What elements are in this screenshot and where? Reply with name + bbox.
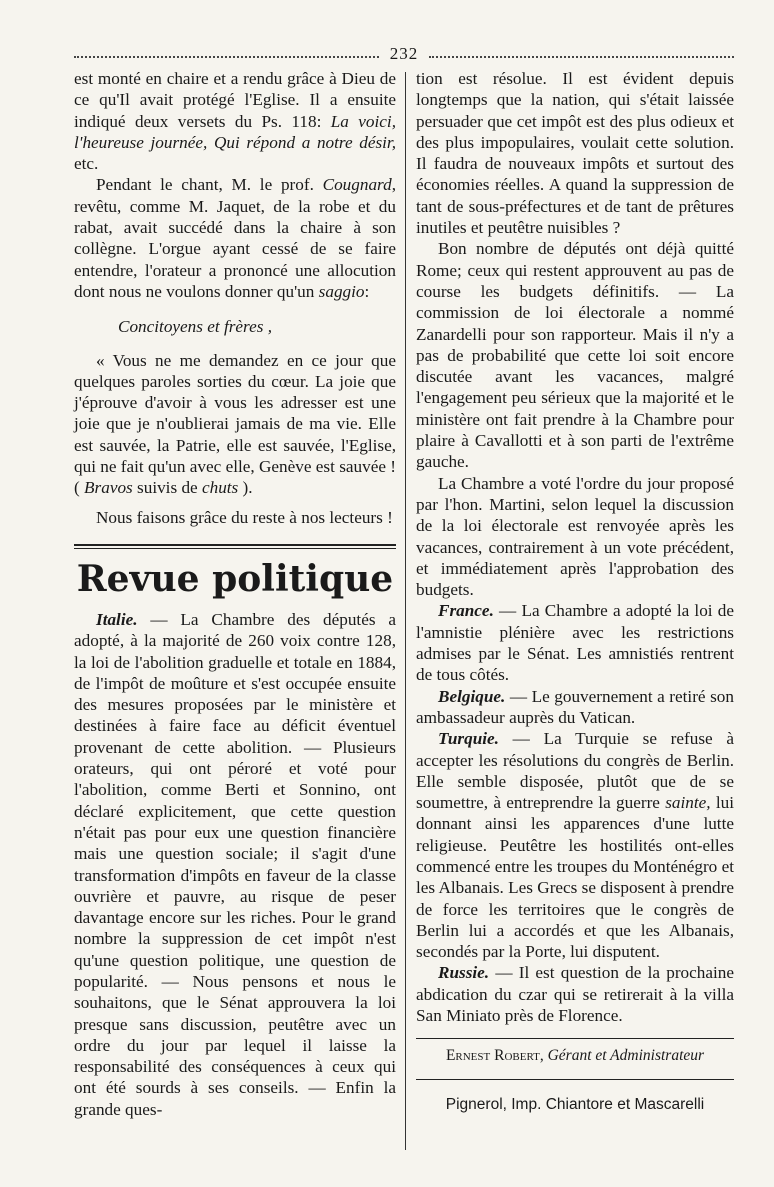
text: — La Chambre a adopté la loi de l'amnistie plénière avec les restrictions admises par le Sénat. Les amnistiés rentrent de tous côtés. xyxy=(416,601,734,685)
page-header xyxy=(74,44,734,64)
country-russie: Russie. xyxy=(438,963,490,983)
paragraph-speech xyxy=(74,350,396,499)
text: Pendant le chant, M. le prof. xyxy=(96,175,323,195)
salutation: Concitoyens et frères , xyxy=(118,317,273,337)
paragraph-italie xyxy=(74,609,396,1120)
paragraph-belgique xyxy=(416,686,734,729)
section-rule xyxy=(74,544,396,546)
paragraph-russie xyxy=(416,962,734,1026)
footer-rule xyxy=(416,1038,734,1039)
paragraph-deputes: Bon nombre de députés ont déjà quitté Rome; ceux qui restent approuvent au pas de course les budgets définitifs. — La commission de loi électorale a nommé Zanardelli pour son rapporteur. Mais il n'y a pas de probabilité que cette loi soit encore discutée avant les vacances, malgré l'engagement peu sérieux que la majorité et le ministère ont fait prendre à la Chambre pour plaire à Cavallotti et à son parti de l'extrême gauche. xyxy=(416,239,734,472)
text: — La Chambre des députés a adopté, à la majorité de 260 voix contre 128, la loi de l'abolition graduelle et totale en 1884, de l'impôt de moûture et s'est occupée ensuite des mesures proposées par le ministère et destinées à faire face au déficit éventuel provenant de cette abolition. — Plusieurs orateurs, qui ont péroré et voté pour l'abolition, comme Berti et Sonnino, ont déclaré explicitement, que cette question n'était pas pour eux une question financière mais une question sociale; il s'agit d'une transformation d'impôts en faveur de la classe ouvrière et pauvre, au risque de peser davantage encore sur les riches. Pour le grand nombre la suppression de cet impôt n'est qu'une question politique, une question de popularité. — Nous pensons et nous le souhaitons, que le Sénat approuvera la loi presque sans discussion, peutêtre avec un ordre du jour par lequel il laisse la responsabilité des conséquences à ceux qui ont été sourds à ses conseils. — Enfin la grande ques- xyxy=(74,609,396,1119)
word-chuts: chuts xyxy=(201,478,239,498)
paragraph-continuation: tion est résolue. Il est évident depuis longtemps que la nation, qui s'était laissée persuader que cet impôt est des plus odieux et des plus impopulaires, voulait cette solution. Il faudra de nouveaux impôts et surtout des économies réelles. A quand la suppression de tant de sous-préfectures et de tant de prêtures inutiles et peutêtre nuisibles ? xyxy=(416,69,734,238)
text: ). xyxy=(238,478,253,498)
section-title: Revue politique xyxy=(76,557,394,600)
paragraph-sermon xyxy=(74,68,396,174)
column-divider xyxy=(405,72,406,1150)
text: , revêtu, comme M. Jaquet, de la robe et du rabat, avait succédé dans la chaire à son collègne. L'orgue ayant cessé de se faire entendre, l'orateur a prononcé une allocution dont nous ne voulons donner qu'un xyxy=(74,175,396,301)
word-bravos: Bravos xyxy=(84,478,133,498)
text: lui donnant ainsi les apparences d'une lutte religieuse. Peutêtre les hostilités ont-elles commencé entre les troupes du Monténégro et les Albanais. Les Grecs se disposent à prendre de force les territoires que le congrès de Berlin lui a accordés et que les Albanais, secondés par la Porte, lui disputent. xyxy=(416,793,734,962)
paragraph-france xyxy=(416,600,734,685)
paragraph-turquie xyxy=(416,728,734,962)
name-cougnard: Cougnard xyxy=(322,175,392,195)
paragraph-chambre: La Chambre a voté l'ordre du jour proposé par l'hon. Martini, selon lequel la discussion de la loi électorale est renvoyée après les vacances, contrairement à un vote précédent, et immédiatement après l'approbation des budgets. xyxy=(416,473,734,600)
country-france: France. xyxy=(438,601,494,621)
header-rule-right xyxy=(429,56,734,58)
text: — La Turquie se refuse à accepter les résolutions du congrès de Berlin. Elle semble disposée, plutôt que de se soumettre, à entreprendre la guerre xyxy=(416,729,734,813)
text: etc. xyxy=(74,154,99,174)
text: suivis de xyxy=(132,478,202,498)
paragraph-chant xyxy=(74,174,396,302)
text: — Il est question de la prochaine abdication du czar qui se retirerait à la villa San Miniato près de Florence. xyxy=(416,963,734,1026)
text: « Vous ne me demandez en ce jour que quelques paroles sorties du cœur. La joie que j'éprouve d'avoir à vous les adresser est une joie que je n'oublierai jamais de ma vie. Elle est sauvée, la Patrie, elle est sauvée, l'Eglise, qui ne fait qu'un avec elle, Genève est sauvée ! ( xyxy=(74,350,396,498)
right-column xyxy=(416,68,734,1116)
country-turquie: Turquie. xyxy=(438,729,499,749)
word-sainte: sainte, xyxy=(665,793,711,813)
text: — Le gouvernement a retiré son ambassadeur auprès du Vatican. xyxy=(416,686,734,727)
credit-line xyxy=(416,1045,734,1067)
text: est monté en chaire et a rendu grâce à Dieu de ce qu'Il avait protégé l'Eglise. Il a ensuite indiqué deux versets du Ps. 118: xyxy=(74,69,396,131)
psalm-quote: La voici, l'heureuse journée, Qui répond a notre désir, xyxy=(74,111,397,152)
credit-role: Gérant et Administrateur xyxy=(543,1047,705,1065)
footer-rule-2 xyxy=(416,1079,734,1080)
credit-name: Ernest Robert, xyxy=(445,1047,544,1065)
left-column xyxy=(74,68,396,1120)
word-saggio: saggio xyxy=(318,281,365,301)
paragraph-closing: Nous faisons grâce du reste à nos lecteurs ! xyxy=(96,507,393,527)
text: : xyxy=(364,281,370,301)
country-italie: Italie. xyxy=(96,609,138,629)
country-belgique: Belgique. xyxy=(438,686,506,706)
printer-line: Pignerol, Imp. Chiantore et Mascarelli xyxy=(445,1096,705,1114)
page-number: 232 xyxy=(389,44,419,63)
